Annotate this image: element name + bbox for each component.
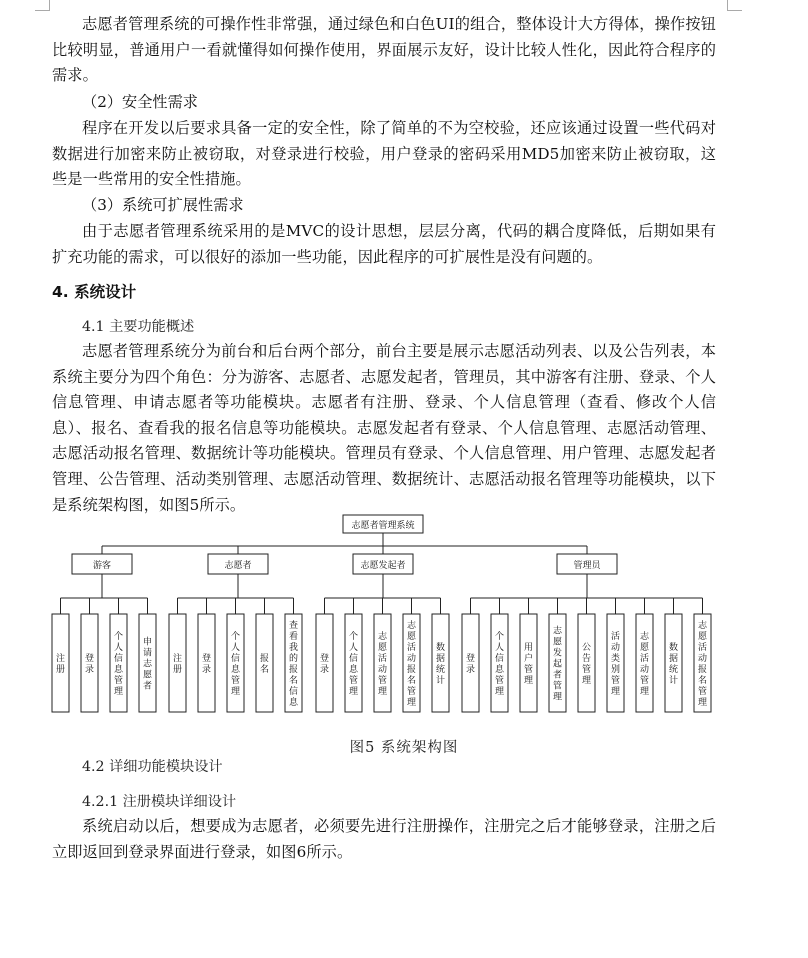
paragraph-extensibility: 由于志愿者管理系统采用的是MVC的设计思想，层层分离，代码的耦合度降低，后期如果有扩充功能的需求，可以很好的添加一些功能，因此程序的可扩展性是没有问题的。	[52, 222, 716, 266]
module-label: 登录	[465, 653, 476, 675]
page-corner-mark-right	[727, 0, 742, 11]
module-label: 申请志愿者	[142, 637, 153, 692]
paragraph-security: 程序在开发以后要求具备一定的安全性，除了简单的不为空校验，还应该通过设置一些代码对数据进行加密来防止被窃取，对登录进行校验，用户登录的密码采用MD5加密来防止被窃取，这些是一些常用的安全性措施。	[52, 119, 716, 189]
subheading-security: （2）安全性需求	[82, 93, 198, 111]
module-label: 查看我的报名信息	[288, 620, 299, 708]
role-label: 游客	[92, 561, 112, 571]
system-architecture-diagram	[0, 510, 808, 720]
module-label: 注册	[55, 653, 66, 675]
module-label: 登录	[319, 653, 330, 675]
module-label: 活动类别管理	[610, 631, 621, 697]
module-label: 登录	[201, 653, 212, 675]
module-label: 个人信息管理	[494, 631, 505, 697]
section-heading-system-design: 4. 系统设计	[52, 283, 137, 301]
module-label: 公告管理	[581, 642, 592, 686]
module-label: 个人信息管理	[230, 631, 241, 697]
module-label: 个人信息管理	[113, 631, 124, 697]
module-label: 数据统计	[668, 642, 679, 686]
section-heading-register-module: 4.2.1 注册模块详细设计	[82, 794, 237, 810]
module-label: 志愿活动管理	[377, 631, 388, 697]
subheading-extensibility: （3）系统可扩展性需求	[82, 196, 244, 214]
role-label: 管理员	[573, 561, 601, 571]
module-label: 报名	[259, 653, 270, 675]
role-label: 志愿者	[224, 561, 252, 571]
role-label: 志愿发起者	[360, 561, 406, 571]
module-label: 登录	[84, 653, 95, 675]
section-heading-main-functions: 4.1 主要功能概述	[82, 319, 195, 335]
section-heading-detailed-design: 4.2 详细功能模块设计	[82, 759, 223, 775]
page-corner-mark-left	[35, 0, 50, 11]
module-label: 志愿发起者管理	[552, 626, 563, 703]
module-label: 个人信息管理	[348, 631, 359, 697]
module-label: 志愿活动报名管理	[406, 620, 417, 708]
root-label: 志愿者管理系统	[351, 521, 415, 531]
module-label: 数据统计	[435, 642, 446, 686]
figure-caption: 图5 系统架构图	[349, 740, 459, 756]
paragraph-register-module: 系统启动以后，想要成为志愿者，必须要先进行注册操作，注册完之后才能够登录，注册之后立即返回到登录界面进行登录，如图6所示。	[52, 817, 716, 861]
module-label: 注册	[172, 653, 183, 675]
module-label: 用户管理	[523, 642, 534, 686]
paragraph-main-functions: 志愿者管理系统分为前台和后台两个部分，前台主要是展示志愿活动列表、以及公告列表，本系统主要分为四个角色：分为游客、志愿者、志愿发起者，管理员，其中游客有注册、登录、个人信息管理、申请志愿者等功能模块。志愿者有注册、登录、个人信息管理（查看、修改个人信息）、报名、查看我的报名信息等功能模块。志愿发起者有登录、个人信息管理、志愿活动管理、志愿活动报名管理、数据统计等功能模块。管理员有登录、个人信息管理、用户管理、志愿发起者管理、公告管理、活动类别管理、志愿活动管理、数据统计、志愿活动报名管理等功能模块，以下是系统架构图，如图5所示。	[52, 342, 716, 514]
module-label: 志愿活动报名管理	[697, 620, 708, 708]
module-label: 志愿活动管理	[639, 631, 650, 697]
paragraph-usability: 志愿者管理系统的可操作性非常强，通过绿色和白色UI的组合，整体设计大方得体，操作按钮比较明显，普通用户一看就懂得如何操作使用，界面展示友好，设计比较人性化，因此符合程序的需求。	[52, 15, 716, 85]
